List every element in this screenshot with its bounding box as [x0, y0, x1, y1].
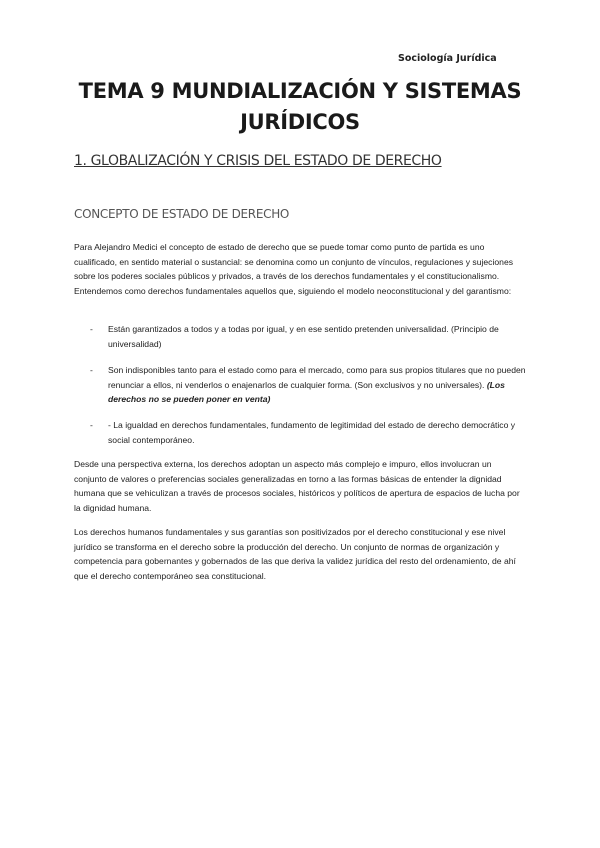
bullet-emphasis: (Los derechos no se pueden poner en venta) — [108, 379, 505, 404]
page-title: TEMA 9 MUNDIALIZACIÓN Y SISTEMAS JURÍDICOS — [78, 79, 522, 134]
bullet-text-wrapper — [108, 363, 532, 407]
body-paragraph-2: Desde una perspectiva externa, los derechos adoptan un aspecto más complejo e impuro, ellos involucran un conjunto de valores o preferencias sociales generalizadas en torno a las formas básicas de entender la dignidad humana que se vehiculizan a través de procesos sociales, históricos y políticos de apertura de espacios de lucha por la dignidad humana. — [74, 459, 520, 513]
bullet-text: Están garantizados a todos y a todas por igual, y en ese sentido pretenden universalidad. (Principio de universalidad) — [108, 324, 499, 349]
bullet-dash: - — [90, 324, 93, 334]
body-paragraph-3: Los derechos humanos fundamentales y sus garantías son positivizados por el derecho constitucional y ese nivel jurídico se transforma en el derecho sobre la producción del derecho. Un conjunto de normas de organización y competencia para gobernantes y gobernados de las que deriva la validez jurídica del resto del ordenamiento, de ahí que el derecho contemporáneo sea constitucional. — [74, 527, 516, 581]
bullet-text: - La igualdad en derechos fundamentales, fundamento de legitimidad del estado de derecho democrático y social contemporáneo. — [108, 420, 516, 445]
intro-paragraph: Para Alejandro Medici el concepto de estado de derecho que se puede tomar como punto de partida es uno cualificado, en sentido material o sustancial: se denomina como un conjunto de vínculos, regulaciones y sujeciones sobre los poderes sociales públicos y privados, a través de los derechos fundamentales y el constitucionalismo. Entendemos como derechos fundamentales aquellos que, siguiendo el modelo neoconstitucional y del garantismo: — [74, 242, 514, 296]
section-subheading: CONCEPTO DE ESTADO DE DERECHO — [74, 207, 290, 221]
course-header: Sociología Jurídica — [398, 53, 497, 64]
bullet-text: Son indisponibles tanto para el estado como para el mercado, como para sus propios titulares que no pueden renunciar a ellos, ni venderlos o enajenarlos de cualquier forma. (Son exclusivos y no universales). — [108, 365, 526, 390]
section-heading: 1. GLOBALIZACIÓN Y CRISIS DEL ESTADO DE DERECHO — [74, 153, 442, 169]
bullet-dash: - — [90, 420, 93, 430]
bullet-dash: - — [90, 365, 93, 375]
